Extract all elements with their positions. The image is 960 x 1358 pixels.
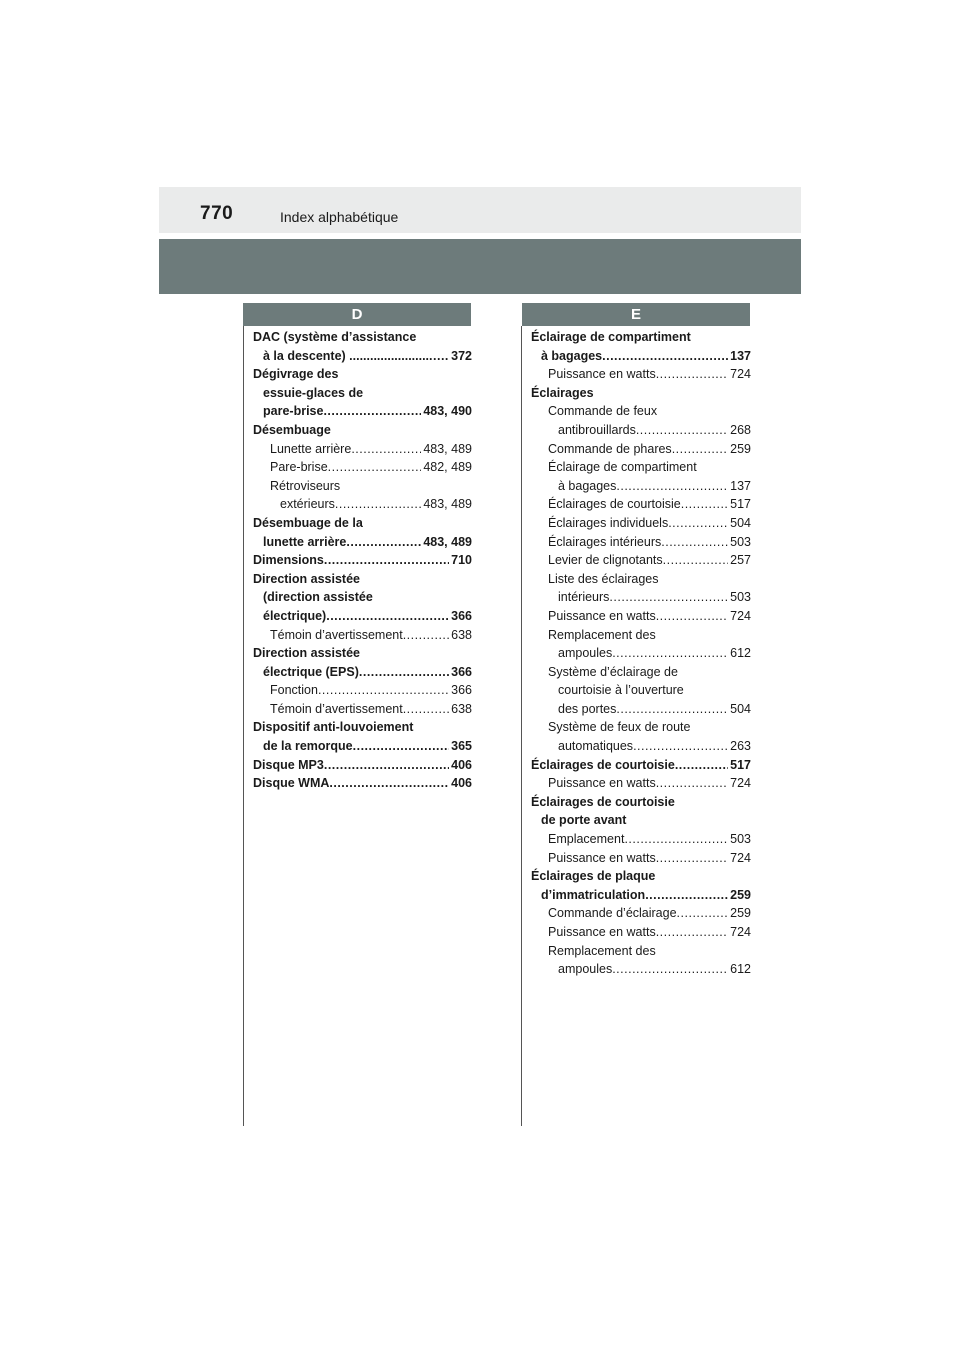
index-entry-text: Dispositif anti-louvoiement xyxy=(253,720,414,735)
index-entry-text: antibrouillards xyxy=(558,422,636,437)
index-entry xyxy=(531,328,751,347)
index-entry xyxy=(531,347,751,366)
dot-leader xyxy=(326,607,449,626)
index-entry-page[interactable]: 406 xyxy=(451,757,472,772)
index-entry-text: (direction assistée xyxy=(263,590,373,605)
index-entry-text: Témoin d’avertissement xyxy=(270,701,403,716)
index-entry-text: Éclairages individuels xyxy=(548,515,669,530)
index-entry-text: Puissance en watts xyxy=(548,367,656,382)
index-entry-page[interactable]: 137 xyxy=(730,348,751,363)
index-entry xyxy=(531,700,751,719)
dot-leader xyxy=(645,886,728,905)
index-entry xyxy=(253,756,472,775)
dot-leader xyxy=(633,737,728,756)
index-entry-text: essuie-glaces de xyxy=(263,385,364,400)
index-entry-page[interactable]: 504 xyxy=(730,515,751,530)
index-entry-page[interactable]: 503 xyxy=(730,832,751,847)
index-entry-page[interactable]: 724 xyxy=(730,925,751,939)
dot-leader xyxy=(656,365,728,384)
dot-leader xyxy=(624,830,728,849)
dot-leader xyxy=(668,514,728,533)
index-entry-text: Dimensions xyxy=(253,553,324,568)
dot-leader xyxy=(681,495,728,514)
dot-leader xyxy=(335,495,421,514)
index-entry-page[interactable]: 724 xyxy=(730,608,751,623)
index-entry-page[interactable]: 724 xyxy=(730,776,751,791)
index-entry-page[interactable]: 710 xyxy=(451,553,472,568)
index-entry xyxy=(531,923,751,942)
index-entry xyxy=(531,718,751,737)
dot-leader xyxy=(656,607,728,626)
index-entry-page[interactable]: 365 xyxy=(451,739,472,754)
dot-leader xyxy=(672,440,728,459)
index-entry xyxy=(253,514,472,533)
index-entry-text: extérieurs xyxy=(280,497,335,512)
index-entry-text: Éclairages de courtoisie xyxy=(548,497,681,512)
index-entry-text: Éclairage de compartiment xyxy=(531,330,691,344)
index-entry-text: Témoin d’avertissement xyxy=(270,627,403,642)
index-entry xyxy=(531,607,751,626)
index-entry-text: courtoisie à l’ouverture xyxy=(558,683,684,698)
index-entry xyxy=(531,533,751,552)
dot-leader xyxy=(656,774,728,793)
index-column-e xyxy=(531,328,751,979)
index-entry xyxy=(531,644,751,663)
index-entry xyxy=(253,774,472,793)
index-entry-text: des portes xyxy=(558,701,617,716)
index-entry xyxy=(531,774,751,793)
index-entry xyxy=(253,477,472,496)
index-entry xyxy=(531,570,751,589)
index-entry xyxy=(531,942,751,961)
index-entry xyxy=(253,365,472,384)
index-entry-text: Fonction xyxy=(270,683,318,698)
index-entry-page[interactable]: 517 xyxy=(730,757,751,772)
index-entry xyxy=(531,477,751,496)
index-entry-text: intérieurs xyxy=(558,590,610,605)
index-entry xyxy=(531,495,751,514)
index-entry-text: Puissance en watts xyxy=(548,776,656,791)
index-entry-text: Pare-brise xyxy=(270,460,328,475)
index-entry-text: d’immatriculation xyxy=(541,887,646,902)
index-entry xyxy=(253,700,472,719)
index-entry xyxy=(253,626,472,645)
index-entry-page[interactable]: 517 xyxy=(730,497,751,512)
index-entry-text: Désembuage de la xyxy=(253,515,363,530)
index-entry-text: Éclairages de plaque xyxy=(531,869,656,884)
dot-leader xyxy=(677,904,729,923)
page-title: Index alphabétique xyxy=(280,209,399,225)
index-entry-text: Commande de feux xyxy=(548,404,658,419)
index-entry-text: ampoules xyxy=(558,962,613,977)
index-entry-text: Éclairages de courtoisie xyxy=(531,794,675,809)
index-entry-text: Remplacement des xyxy=(548,627,656,642)
dot-leader xyxy=(346,533,421,552)
index-entry-text: Direction assistée xyxy=(253,646,360,661)
index-entry xyxy=(253,533,472,552)
index-entry xyxy=(531,421,751,440)
index-entry-text: lunette arrière xyxy=(263,534,347,549)
index-entry-page[interactable]: 612 xyxy=(730,646,751,661)
index-entry-text: à bagages xyxy=(541,348,603,363)
dot-leader xyxy=(663,551,728,570)
index-entry xyxy=(531,811,751,830)
index-entry-page[interactable]: 263 xyxy=(730,739,751,754)
index-entry-text: à la descente) ....................... xyxy=(263,348,430,363)
index-entry xyxy=(253,328,472,347)
index-entry xyxy=(253,495,472,514)
dot-leader xyxy=(351,440,421,459)
index-entry xyxy=(531,663,751,682)
index-entry xyxy=(531,514,751,533)
index-entry xyxy=(531,551,751,570)
dot-leader xyxy=(359,663,449,682)
index-entry xyxy=(531,756,751,775)
index-entry-page[interactable]: 504 xyxy=(730,701,751,716)
index-entry-text: Commande de phares xyxy=(548,441,672,456)
index-entry-text: ampoules xyxy=(558,646,613,661)
index-entry-page[interactable]: 366 xyxy=(451,608,472,623)
section-header-e: E xyxy=(522,303,750,326)
index-entry-page[interactable]: 259 xyxy=(730,441,751,456)
index-entry xyxy=(253,402,472,421)
dot-leader xyxy=(656,923,728,942)
header-band xyxy=(159,239,801,294)
index-entry-page[interactable]: 137 xyxy=(730,478,751,493)
dot-leader xyxy=(429,347,449,366)
index-entry-text: Direction assistée xyxy=(253,571,360,586)
dot-leader xyxy=(353,737,450,756)
dot-leader xyxy=(324,756,449,775)
index-entry-page[interactable]: 483, 489 xyxy=(423,441,472,456)
index-entry-page[interactable]: 483, 489 xyxy=(423,534,472,549)
dot-leader xyxy=(612,960,728,979)
index-entry-text: pare-brise xyxy=(263,404,324,419)
index-entry xyxy=(531,384,751,403)
index-entry-page[interactable]: 612 xyxy=(730,962,751,977)
index-entry xyxy=(531,458,751,477)
index-entry xyxy=(531,830,751,849)
dot-leader xyxy=(616,700,728,719)
index-entry-page[interactable]: 503 xyxy=(730,590,751,605)
index-entry-page[interactable]: 259 xyxy=(730,906,751,921)
index-entry-text: Remplacement des xyxy=(548,943,656,958)
index-entry-text: Système de feux de route xyxy=(548,720,691,735)
index-entry-page[interactable]: 638 xyxy=(451,701,472,716)
index-entry-text: Dégivrage des xyxy=(253,367,339,382)
index-entry xyxy=(531,402,751,421)
index-entry-page[interactable]: 503 xyxy=(730,534,751,549)
index-entry-text: automatiques xyxy=(558,739,634,754)
index-entry-text: Rétroviseurs xyxy=(270,478,341,493)
index-entry-text: DAC (système d’assistance xyxy=(253,330,417,344)
section-header-d: D xyxy=(243,303,471,326)
index-entry xyxy=(531,904,751,923)
column-rule-right xyxy=(521,326,522,1126)
index-entry xyxy=(253,737,472,756)
dot-leader xyxy=(609,588,728,607)
index-entry xyxy=(253,607,472,626)
index-entry-page[interactable]: 406 xyxy=(451,776,472,791)
dot-leader xyxy=(661,533,728,552)
index-entry-page[interactable]: 366 xyxy=(451,664,472,679)
index-entry-text: Puissance en watts xyxy=(548,925,656,939)
index-entry-text: Levier de clignotants xyxy=(548,553,663,568)
index-entry xyxy=(531,737,751,756)
index-entry-text: à bagages xyxy=(558,478,617,493)
index-entry xyxy=(253,663,472,682)
index-entry xyxy=(531,793,751,812)
index-entry xyxy=(253,644,472,663)
index-entry xyxy=(531,588,751,607)
index-entry-page[interactable]: 366 xyxy=(451,683,472,698)
index-entry xyxy=(531,365,751,384)
index-entry-page[interactable]: 259 xyxy=(730,887,751,902)
index-entry-text: Éclairage de compartiment xyxy=(548,460,697,475)
dot-leader xyxy=(602,347,728,366)
index-entry-text: Éclairages de courtoisie xyxy=(531,757,675,772)
index-entry-text: Commande d’éclairage xyxy=(548,906,677,921)
index-entry-text: électrique (EPS) xyxy=(263,664,359,679)
index-entry-text: de la remorque xyxy=(263,739,353,754)
index-entry-text: électrique) xyxy=(263,608,327,623)
index-entry xyxy=(253,347,472,366)
dot-leader xyxy=(403,626,449,645)
index-entry-page[interactable]: 482, 489 xyxy=(423,460,472,475)
index-entry-text: Puissance en watts xyxy=(548,608,656,623)
index-entry xyxy=(531,849,751,868)
index-entry xyxy=(253,384,472,403)
header-bar xyxy=(159,187,801,233)
index-entry xyxy=(253,588,472,607)
dot-leader xyxy=(318,681,449,700)
index-entry-text: Éclairages xyxy=(531,385,594,400)
index-entry xyxy=(531,440,751,459)
dot-leader xyxy=(675,756,728,775)
index-entry-page[interactable]: 372 xyxy=(451,348,472,363)
index-entry xyxy=(531,867,751,886)
index-entry xyxy=(253,718,472,737)
index-entry-text: Liste des éclairages xyxy=(548,571,659,586)
dot-leader xyxy=(324,551,449,570)
index-column-d xyxy=(253,328,472,793)
page-number: 770 xyxy=(200,203,234,224)
index-entry xyxy=(253,681,472,700)
dot-leader xyxy=(323,402,421,421)
index-entry-text: Désembuage xyxy=(253,422,331,437)
column-rule-left xyxy=(243,326,244,1126)
index-entry-page[interactable]: 483, 489 xyxy=(423,497,472,512)
index-entry-text: Lunette arrière xyxy=(270,441,352,456)
index-entry-text: Éclairages intérieurs xyxy=(548,534,662,549)
index-entry-text: Puissance en watts xyxy=(548,850,656,865)
index-entry xyxy=(253,551,472,570)
index-entry xyxy=(253,421,472,440)
dot-leader xyxy=(328,458,422,477)
index-entry-text: de porte avant xyxy=(541,813,627,828)
dot-leader xyxy=(612,644,728,663)
index-entry xyxy=(531,626,751,645)
index-entry xyxy=(253,440,472,459)
index-entry-text: Disque WMA xyxy=(253,776,330,791)
index-entry-page[interactable]: 268 xyxy=(730,422,751,437)
index-entry-text: Disque MP3 xyxy=(253,757,324,772)
index-entry-text: Emplacement xyxy=(548,832,625,847)
dot-leader xyxy=(403,700,449,719)
index-entry xyxy=(253,458,472,477)
dot-leader xyxy=(636,421,728,440)
index-entry-page[interactable]: 483, 490 xyxy=(423,404,472,419)
dot-leader xyxy=(616,477,728,496)
dot-leader xyxy=(656,849,728,868)
index-entry xyxy=(531,886,751,905)
dot-leader xyxy=(329,774,449,793)
index-entry-page[interactable]: 724 xyxy=(730,367,751,382)
index-entry xyxy=(531,960,751,979)
index-entry-page[interactable]: 638 xyxy=(451,627,472,642)
index-entry-text: Système d’éclairage de xyxy=(548,664,678,679)
index-entry xyxy=(531,681,751,700)
index-entry-page[interactable]: 257 xyxy=(730,553,751,568)
index-entry-page[interactable]: 724 xyxy=(730,850,751,865)
index-entry xyxy=(253,570,472,589)
